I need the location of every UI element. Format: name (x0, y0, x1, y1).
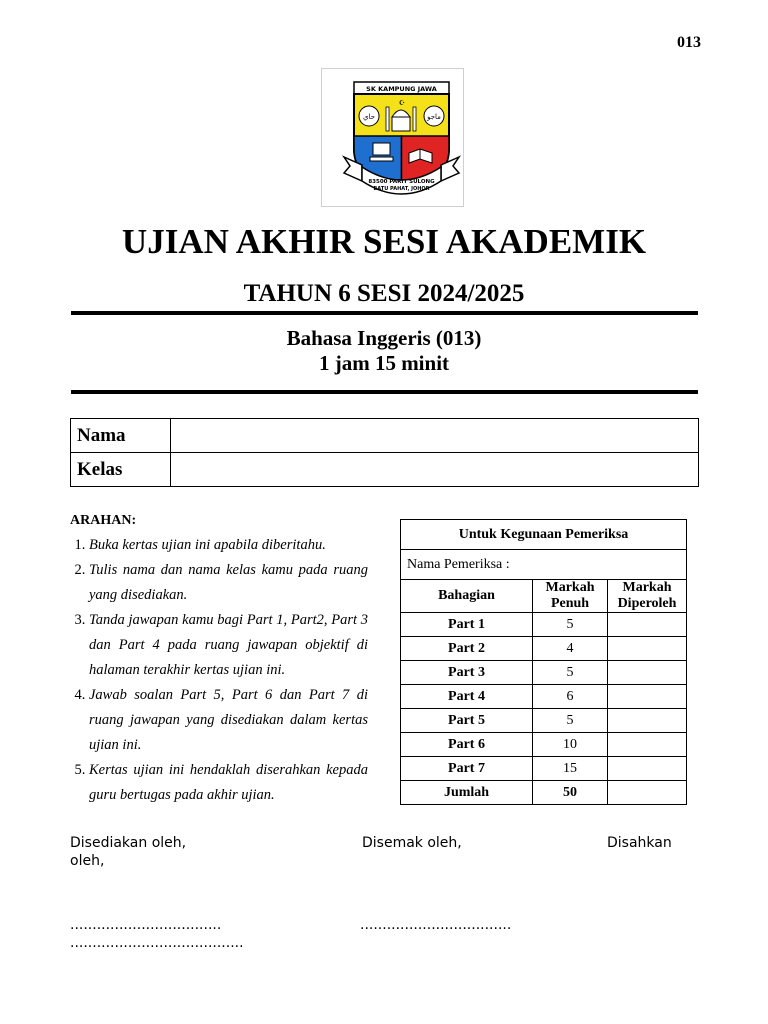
student-info-table (70, 418, 699, 487)
examiner-table-heading: Untuk Kegunaan Pemeriksa (401, 520, 687, 550)
table-row: Part 5 5 (401, 709, 687, 733)
school-crest-icon (322, 69, 463, 206)
total-obtained-cell[interactable] (608, 781, 687, 805)
name-row (71, 419, 699, 453)
name-label: Nama (71, 419, 171, 453)
table-row: Part 7 15 (401, 757, 687, 781)
examiner-table (400, 519, 687, 805)
instruction-item: 5. Kertas ujian ini hendaklah diserahkan kepada guru bertugas pada akhir ujian. (89, 758, 368, 808)
col-full-marks: Markah Penuh (533, 580, 608, 613)
class-row (71, 453, 699, 487)
exam-title: UJIAN AKHIR SESI AKADEMIK (121, 222, 647, 261)
name-field[interactable] (171, 419, 699, 453)
instruction-item: 2. Tulis nama dan nama kelas kamu pada ruang yang disediakan. (89, 558, 368, 608)
school-logo (321, 68, 464, 207)
examiner-name-cell[interactable]: Nama Pemeriksa : (401, 550, 687, 580)
bottom-divider (71, 390, 698, 394)
subject-block (0, 326, 768, 376)
table-row: Part 1 5 (401, 613, 687, 637)
logo-banner-text: SK KAMPUNG JAWA (366, 85, 437, 93)
marks-obtained-cell[interactable] (608, 685, 687, 709)
logo-left-script: حاي (363, 113, 375, 121)
svg-text:☪: ☪ (398, 99, 406, 107)
approved-by-label-cont: oleh, (70, 853, 105, 869)
signature-section (70, 835, 700, 953)
instructions-heading: ARAHAN: (70, 513, 137, 528)
total-row: Jumlah 50 (401, 781, 687, 805)
marks-obtained-cell[interactable] (608, 613, 687, 637)
class-field[interactable] (171, 453, 699, 487)
approved-signature-line: ....................................... (70, 935, 244, 951)
col-marks-obtained: Markah Diperoleh (608, 580, 687, 613)
exam-duration: 1 jam 15 minit (318, 351, 450, 375)
exam-subtitle: TAHUN 6 SESI 2024/2025 (243, 280, 525, 307)
top-divider (71, 311, 698, 315)
instruction-item: 4. Jawab soalan Part 5, Part 6 dan Part 7 di ruang jawapan yang disediakan dalam kertas ujian ini. (89, 683, 368, 758)
table-row: Part 4 6 (401, 685, 687, 709)
checked-signature-line: .................................. (360, 917, 512, 933)
instruction-item: 3. Tanda jawapan kamu bagi Part 1, Part2, Part 3 dan Part 4 pada ruang jawapan objektif di halaman terakhir kertas ujian ini. (89, 608, 368, 683)
paper-code: 013 (677, 34, 701, 51)
logo-ribbon-line1: 83500 PARIT SULONG (368, 179, 435, 185)
logo-right-script: ماجو (427, 113, 441, 121)
table-row: Part 3 5 (401, 661, 687, 685)
subject-name: Bahasa Inggeris (013) (286, 326, 482, 350)
marks-obtained-cell[interactable] (608, 757, 687, 781)
instructions-list (70, 533, 368, 808)
marks-obtained-cell[interactable] (608, 709, 687, 733)
table-row: Part 2 4 (401, 637, 687, 661)
marks-obtained-cell[interactable] (608, 637, 687, 661)
col-section: Bahagian (401, 580, 533, 613)
approved-by-label: Disahkan (607, 835, 672, 851)
instruction-item: 1. Buka kertas ujian ini apabila diberitahu. (89, 533, 368, 558)
instructions (70, 513, 368, 808)
class-label: Kelas (71, 453, 171, 487)
table-row: Part 6 10 (401, 733, 687, 757)
logo-ribbon-line2: BATU PAHAT, JOHOR (373, 186, 430, 192)
table-header-row (401, 580, 687, 613)
prepared-by-label: Disediakan oleh, (70, 835, 187, 851)
checked-by-label: Disemak oleh, (362, 835, 462, 851)
marks-obtained-cell[interactable] (608, 661, 687, 685)
marks-obtained-cell[interactable] (608, 733, 687, 757)
prepared-signature-line: .................................. (70, 917, 222, 933)
